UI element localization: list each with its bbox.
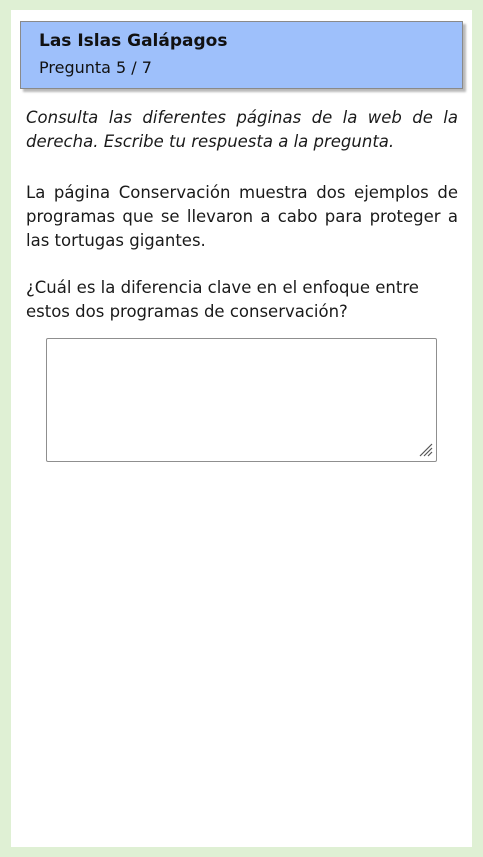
question-instruction: Consulta las diferentes páginas de la web de la derecha. Escribe tu respuesta a la pregunta. — [26, 108, 458, 151]
resize-grip-icon[interactable] — [417, 441, 433, 457]
answer-textarea[interactable] — [46, 338, 437, 462]
question-header — [20, 21, 463, 89]
question-prompt: ¿Cuál es la diferencia clave en el enfoque entre estos dos programas de conservación? — [26, 278, 419, 321]
question-context: La página Conservación muestra dos ejemplos de programas que se llevaron a cabo para proteger a las tortugas gigantes. — [26, 183, 458, 250]
question-panel — [11, 10, 472, 847]
question-counter: Pregunta 5 / 7 — [39, 58, 152, 77]
unit-title: Las Islas Galápagos — [39, 31, 228, 51]
